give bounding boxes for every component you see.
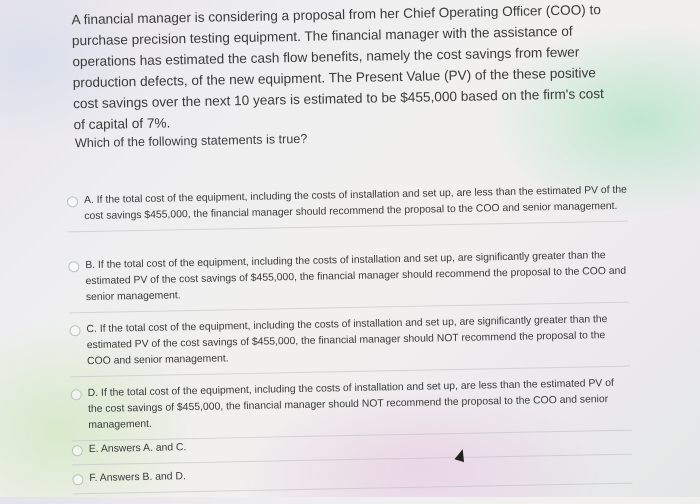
question-text: A financial manager is considering a proposal from her Chief Operating Officer (COO) to purchase precision testing equipment. The financial manager with the assistance of operations has estimated the cash flow benefits, namely the cost savings from fewer production defects, of the new equipment. The Present Value (PV) of the these positive cost savings over the next 10 years is estimated to be $455,000 based on the firm's cost of capital of 7%. [71,2,604,133]
answer-option-b[interactable] [68,248,629,314]
answer-option-a-label: A. If the total cost of the equipment, including the costs of installation and set up, are less than the estimated PV of the cost savings $455,000, the financial manager should recommend the proposal to the COO and senior management. [83,184,627,223]
answer-option-f-label: F. Answers B. and D. [89,471,186,485]
answer-option-c[interactable] [69,312,630,378]
radio-button-c[interactable] [69,325,80,336]
answer-option-b-label: B. If the total cost of the equipment, including the costs of installation and set up, are significantly greater than the estimated PV of the cost savings of $455,000, the financial manager should recommend the proposal to the COO and senior management. [85,250,627,304]
answer-option-d-label: D. If the total cost of the equipment, including the costs of installation and set up, are less than the estimated PV of the cost savings of $455,000, the financial manager should NOT recommend the proposal to the COO and senior management. [87,377,614,432]
radio-button-f[interactable] [72,474,83,485]
radio-button-a[interactable] [67,196,78,207]
radio-button-b[interactable] [68,261,79,272]
answer-option-e-label: E. Answers A. and C. [88,442,187,456]
answer-option-d[interactable] [71,376,632,442]
radio-button-e[interactable] [72,445,83,456]
mouse-cursor-icon [454,448,467,462]
radio-button-d[interactable] [71,389,82,400]
question-prompt: Which of the following statements is true? [74,131,308,151]
answer-option-f[interactable] [72,461,632,495]
answer-option-c-label: C. If the total cost of the equipment, including the costs of installation and set up, are significantly greater than the estimated PV of the cost savings of $455,000, the financial manager should NOT recommend the proposal to the COO and senior management. [86,314,608,368]
answer-option-a[interactable] [67,183,628,233]
